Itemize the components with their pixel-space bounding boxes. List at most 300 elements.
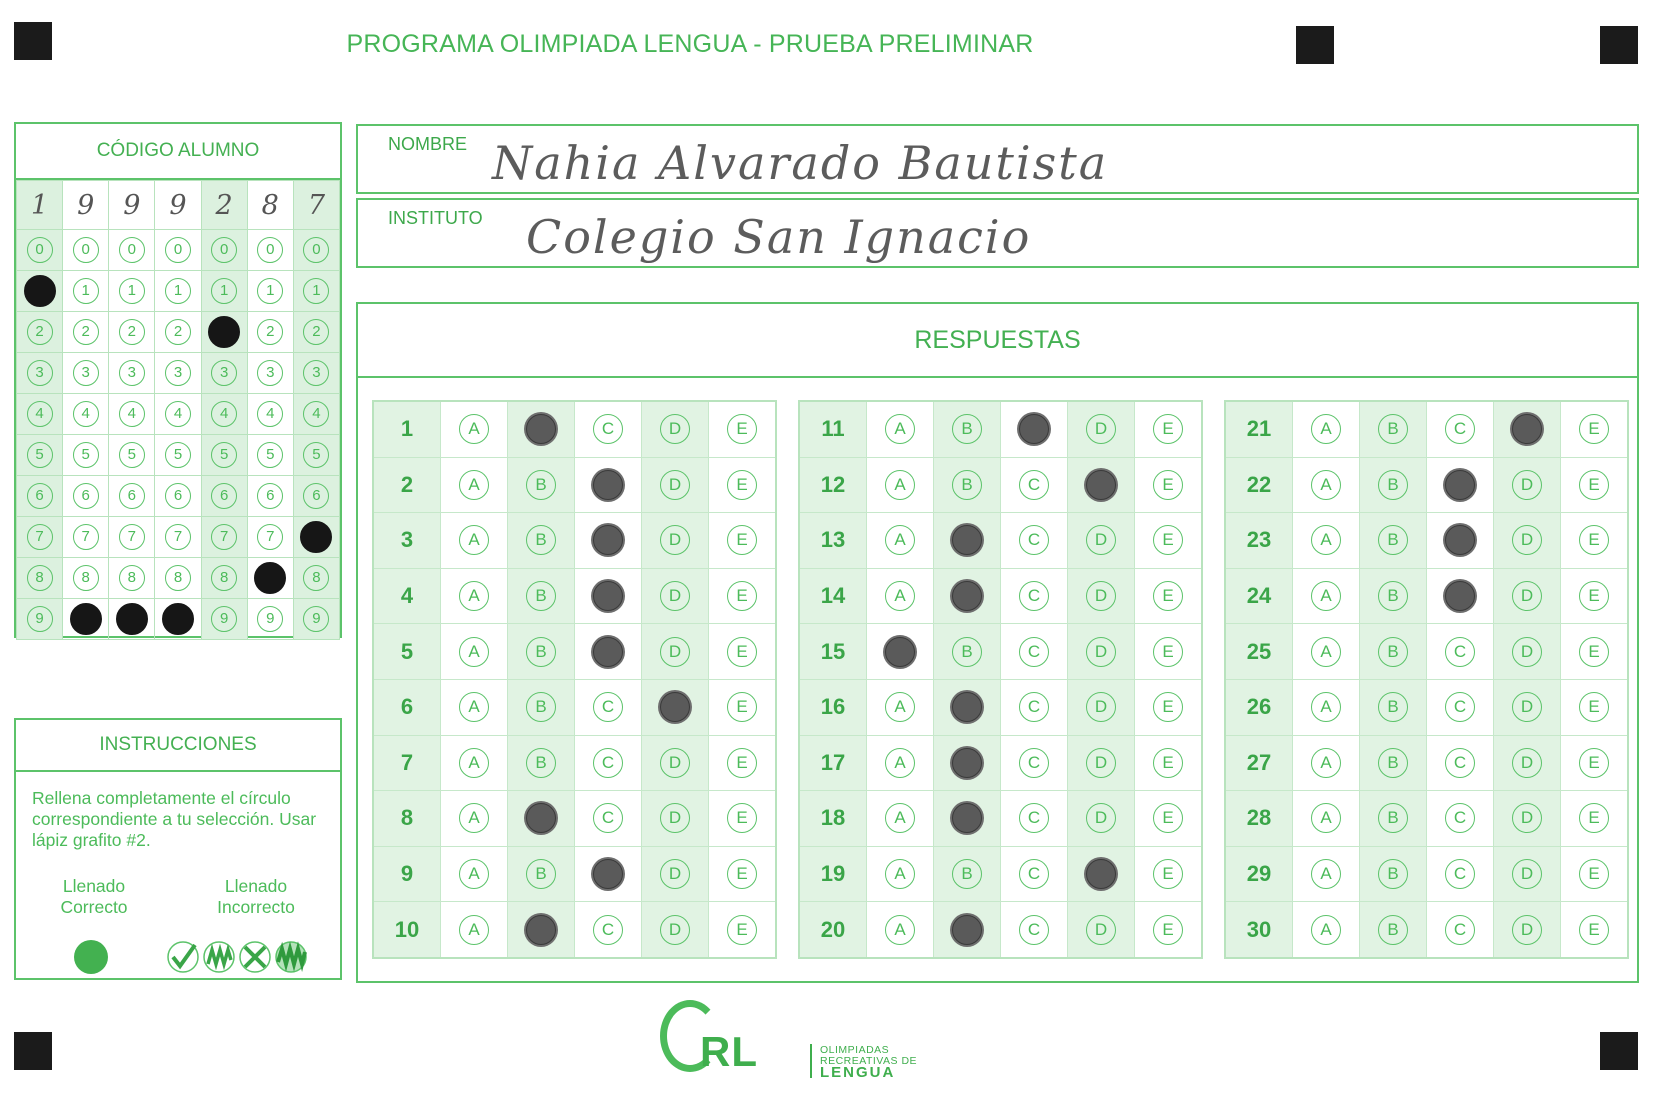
answer-row: [1225, 846, 1628, 902]
answer-bubble-c[interactable]: [593, 637, 623, 667]
answer-bubble-e[interactable]: E: [727, 414, 757, 444]
answers-column-3: [1224, 400, 1629, 959]
answer-bubble-b[interactable]: B: [952, 470, 982, 500]
name-label: NOMBRE: [388, 134, 468, 154]
code-bubble-9[interactable]: 9: [257, 606, 283, 632]
answer-row: [799, 902, 1202, 958]
question-number: 22: [1225, 457, 1293, 513]
question-number: 19: [799, 846, 867, 902]
answer-bubble-d[interactable]: D: [660, 915, 690, 945]
registration-mark: [14, 22, 52, 60]
question-number: 23: [1225, 513, 1293, 569]
answer-bubble-d[interactable]: D: [1512, 859, 1542, 889]
answer-bubble-b[interactable]: B: [526, 470, 556, 500]
answer-bubble-a[interactable]: A: [885, 692, 915, 722]
code-bubble-5[interactable]: 5: [73, 442, 99, 468]
answer-bubble-a[interactable]: A: [885, 525, 915, 555]
answer-row: [373, 902, 776, 958]
answer-bubble-e[interactable]: E: [1153, 803, 1183, 833]
answer-bubble-b[interactable]: B: [952, 859, 982, 889]
question-number: 14: [799, 568, 867, 624]
answer-bubble-c[interactable]: C: [593, 915, 623, 945]
code-bubble-3[interactable]: 3: [119, 360, 145, 386]
answer-bubble-d[interactable]: D: [1086, 525, 1116, 555]
answer-bubble-c[interactable]: C: [1445, 692, 1475, 722]
answer-bubble-b[interactable]: B: [526, 748, 556, 778]
answer-bubble-a[interactable]: A: [885, 803, 915, 833]
answer-row: [373, 791, 776, 847]
code-bubble-5[interactable]: 5: [119, 442, 145, 468]
answer-bubble-c[interactable]: [593, 581, 623, 611]
answer-row: [1225, 568, 1628, 624]
answer-row: [799, 735, 1202, 791]
answer-bubble-a[interactable]: A: [1311, 803, 1341, 833]
answer-bubble-a[interactable]: [885, 637, 915, 667]
instructions-text: Rellena completamente el círculo correspondiente a tu selección. Usar lápiz grafito #2.: [32, 788, 317, 850]
answer-bubble-b[interactable]: [952, 581, 982, 611]
orl-logo: [660, 998, 930, 1088]
answer-bubble-b[interactable]: [952, 692, 982, 722]
answer-bubble-d[interactable]: D: [660, 803, 690, 833]
code-bubble-5[interactable]: 5: [27, 442, 53, 468]
incorrect-fill-label: Llenado Incorrecto: [217, 876, 295, 917]
answer-bubble-a[interactable]: A: [459, 414, 489, 444]
answer-bubble-b[interactable]: B: [526, 692, 556, 722]
answer-bubble-e[interactable]: E: [1579, 692, 1609, 722]
answer-bubble-a[interactable]: A: [459, 859, 489, 889]
code-bubble-9[interactable]: 9: [211, 606, 237, 632]
heavy-scribble-icon: [274, 940, 308, 974]
answer-bubble-c[interactable]: C: [593, 414, 623, 444]
student-code-grid: [16, 180, 340, 640]
answer-bubble-d[interactable]: D: [1086, 581, 1116, 611]
answer-bubble-a[interactable]: A: [885, 915, 915, 945]
answer-bubble-a[interactable]: A: [885, 581, 915, 611]
answer-bubble-a[interactable]: A: [1311, 859, 1341, 889]
code-bubble-5[interactable]: 5: [211, 442, 237, 468]
question-number: 20: [799, 902, 867, 958]
code-bubble-7[interactable]: 7: [27, 524, 53, 550]
answer-bubble-c[interactable]: C: [1019, 915, 1049, 945]
institute-handwriting: Colegio San Ignacio: [526, 210, 1032, 264]
answer-bubble-d[interactable]: D: [660, 637, 690, 667]
answer-bubble-e[interactable]: E: [727, 692, 757, 722]
code-bubble-9[interactable]: 9: [27, 606, 53, 632]
code-digit: 9: [109, 181, 155, 230]
code-bubble-9[interactable]: [162, 603, 194, 635]
answer-bubble-e[interactable]: E: [727, 581, 757, 611]
answer-bubble-e[interactable]: E: [727, 525, 757, 555]
answer-bubble-e[interactable]: E: [1579, 748, 1609, 778]
code-bubble-8[interactable]: 8: [73, 565, 99, 591]
answer-bubble-c[interactable]: C: [1019, 637, 1049, 667]
question-number: 4: [373, 568, 441, 624]
registration-mark: [1600, 26, 1638, 64]
code-bubble-4[interactable]: 4: [257, 401, 283, 427]
answer-bubble-b[interactable]: B: [1378, 414, 1408, 444]
answer-row: [373, 679, 776, 735]
question-number: 3: [373, 513, 441, 569]
code-bubble-3[interactable]: 3: [257, 360, 283, 386]
answer-bubble-e[interactable]: E: [1153, 637, 1183, 667]
answer-bubble-d[interactable]: D: [1512, 748, 1542, 778]
answer-bubble-b[interactable]: [526, 414, 556, 444]
answer-bubble-e[interactable]: E: [1579, 637, 1609, 667]
answer-bubble-b[interactable]: B: [952, 414, 982, 444]
answer-bubble-a[interactable]: A: [459, 637, 489, 667]
answer-bubble-b[interactable]: B: [1378, 470, 1408, 500]
answer-bubble-e[interactable]: E: [1579, 414, 1609, 444]
answer-bubble-c[interactable]: C: [1445, 915, 1475, 945]
code-bubble-8[interactable]: 8: [119, 565, 145, 591]
answer-row: [799, 513, 1202, 569]
answer-bubble-d[interactable]: D: [660, 525, 690, 555]
answer-bubble-c[interactable]: [593, 525, 623, 555]
answer-bubble-c[interactable]: C: [1445, 803, 1475, 833]
answer-bubble-d[interactable]: D: [1086, 637, 1116, 667]
code-bubble-5[interactable]: 5: [257, 442, 283, 468]
answers-title: RESPUESTAS: [358, 304, 1637, 378]
answer-bubble-c[interactable]: C: [593, 692, 623, 722]
answer-bubble-c[interactable]: C: [1019, 803, 1049, 833]
answer-row: [799, 624, 1202, 680]
answer-bubble-a[interactable]: A: [1311, 581, 1341, 611]
answer-bubble-b[interactable]: B: [1378, 581, 1408, 611]
answer-bubble-e[interactable]: E: [1579, 581, 1609, 611]
answer-bubble-a[interactable]: A: [1311, 470, 1341, 500]
registration-mark: [1296, 26, 1334, 64]
code-bubble-3[interactable]: 3: [303, 360, 329, 386]
answer-bubble-e[interactable]: E: [1153, 748, 1183, 778]
code-bubble-4[interactable]: 4: [211, 401, 237, 427]
answer-bubble-d[interactable]: D: [1512, 915, 1542, 945]
answer-bubble-a[interactable]: A: [885, 748, 915, 778]
code-bubble-6[interactable]: 6: [211, 483, 237, 509]
answer-bubble-d[interactable]: [1512, 414, 1542, 444]
answer-bubble-a[interactable]: A: [885, 470, 915, 500]
question-number: 9: [373, 846, 441, 902]
answer-bubble-b[interactable]: B: [526, 637, 556, 667]
answer-bubble-d[interactable]: D: [660, 859, 690, 889]
answer-bubble-b[interactable]: B: [1378, 859, 1408, 889]
question-number: 13: [799, 513, 867, 569]
answer-bubble-d[interactable]: D: [1512, 581, 1542, 611]
answer-bubble-e[interactable]: E: [727, 637, 757, 667]
answer-row: [1225, 902, 1628, 958]
answer-bubble-c[interactable]: C: [1019, 470, 1049, 500]
code-bubble-1[interactable]: 1: [211, 278, 237, 304]
answer-bubble-c[interactable]: [593, 470, 623, 500]
code-bubble-0[interactable]: 0: [165, 237, 191, 263]
code-bubble-9[interactable]: [116, 603, 148, 635]
code-bubble-8[interactable]: 8: [165, 565, 191, 591]
code-bubble-5[interactable]: 5: [165, 442, 191, 468]
code-bubble-2[interactable]: 2: [257, 319, 283, 345]
answer-bubble-b[interactable]: B: [1378, 692, 1408, 722]
answer-bubble-a[interactable]: A: [1311, 915, 1341, 945]
answer-bubble-d[interactable]: D: [1086, 414, 1116, 444]
answer-bubble-a[interactable]: A: [459, 748, 489, 778]
answer-bubble-c[interactable]: [593, 859, 623, 889]
code-bubble-4[interactable]: 4: [119, 401, 145, 427]
answer-bubble-e[interactable]: E: [1153, 581, 1183, 611]
answer-row: [1225, 513, 1628, 569]
answer-bubble-e[interactable]: E: [1153, 525, 1183, 555]
answer-bubble-c[interactable]: C: [1445, 637, 1475, 667]
answer-bubble-d[interactable]: D: [660, 581, 690, 611]
answer-bubble-c[interactable]: C: [1019, 692, 1049, 722]
code-bubble-4[interactable]: 4: [303, 401, 329, 427]
code-bubble-3[interactable]: 3: [73, 360, 99, 386]
answer-bubble-d[interactable]: D: [1512, 470, 1542, 500]
answer-bubble-d[interactable]: D: [660, 470, 690, 500]
answer-row: [799, 679, 1202, 735]
code-bubble-4[interactable]: 4: [27, 401, 53, 427]
code-bubble-4[interactable]: 4: [165, 401, 191, 427]
question-number: 5: [373, 624, 441, 680]
student-code-panel: [14, 122, 342, 638]
code-bubble-1[interactable]: 1: [119, 278, 145, 304]
question-number: 29: [1225, 846, 1293, 902]
question-number: 25: [1225, 624, 1293, 680]
code-bubble-8[interactable]: 8: [27, 565, 53, 591]
code-bubble-6[interactable]: 6: [165, 483, 191, 509]
code-bubble-6[interactable]: 6: [73, 483, 99, 509]
code-bubble-7[interactable]: [300, 521, 332, 553]
answer-bubble-a[interactable]: A: [459, 803, 489, 833]
logo-letters: RL: [700, 1028, 758, 1075]
answer-bubble-c[interactable]: C: [1445, 414, 1475, 444]
answer-bubble-e[interactable]: E: [1579, 525, 1609, 555]
answer-bubble-a[interactable]: A: [1311, 692, 1341, 722]
correct-fill-label: Llenado Correcto: [60, 876, 128, 917]
answer-bubble-b[interactable]: [526, 803, 556, 833]
answer-bubble-b[interactable]: B: [1378, 803, 1408, 833]
code-bubble-0[interactable]: 0: [119, 237, 145, 263]
answer-bubble-c[interactable]: C: [1019, 859, 1049, 889]
student-code-label: CÓDIGO ALUMNO: [16, 124, 340, 180]
answer-bubble-c[interactable]: [1445, 470, 1475, 500]
code-bubble-1[interactable]: 1: [257, 278, 283, 304]
answer-bubble-c[interactable]: C: [1445, 748, 1475, 778]
answer-bubble-e[interactable]: E: [1579, 859, 1609, 889]
registration-mark: [1600, 1032, 1638, 1070]
question-number: 18: [799, 791, 867, 847]
code-bubble-7[interactable]: 7: [119, 524, 145, 550]
answer-bubble-d[interactable]: D: [1512, 803, 1542, 833]
answer-row: [1225, 401, 1628, 457]
answer-bubble-e[interactable]: E: [1153, 915, 1183, 945]
answer-bubble-b[interactable]: B: [952, 637, 982, 667]
code-bubble-1[interactable]: 1: [165, 278, 191, 304]
answer-bubble-c[interactable]: C: [593, 803, 623, 833]
code-bubble-2[interactable]: 2: [165, 319, 191, 345]
code-bubble-7[interactable]: 7: [257, 524, 283, 550]
fill-legend: [16, 876, 340, 976]
answers-column-2: [798, 400, 1203, 959]
question-number: 1: [373, 401, 441, 457]
code-bubble-0[interactable]: 0: [211, 237, 237, 263]
answer-bubble-d[interactable]: D: [1086, 915, 1116, 945]
code-bubble-9[interactable]: 9: [303, 606, 329, 632]
answer-bubble-e[interactable]: E: [727, 859, 757, 889]
answer-bubble-e[interactable]: E: [1153, 859, 1183, 889]
answer-bubble-c[interactable]: C: [1445, 859, 1475, 889]
answer-bubble-d[interactable]: [1086, 859, 1116, 889]
code-bubble-7[interactable]: 7: [165, 524, 191, 550]
answer-bubble-e[interactable]: E: [1153, 692, 1183, 722]
answer-bubble-d[interactable]: D: [1512, 525, 1542, 555]
answer-bubble-b[interactable]: [952, 915, 982, 945]
answer-row: [373, 401, 776, 457]
answer-row: [1225, 791, 1628, 847]
answer-row: [373, 513, 776, 569]
instructions-title: INSTRUCCIONES: [16, 720, 340, 772]
code-bubble-8[interactable]: 8: [211, 565, 237, 591]
code-bubble-9[interactable]: [70, 603, 102, 635]
answer-row: [1225, 735, 1628, 791]
sheet-title: PROGRAMA OLIMPIADA LENGUA - PRUEBA PRELIMINAR: [346, 30, 1034, 58]
answer-bubble-a[interactable]: A: [1311, 414, 1341, 444]
code-bubble-4[interactable]: 4: [73, 401, 99, 427]
question-number: 21: [1225, 401, 1293, 457]
code-bubble-6[interactable]: 6: [303, 483, 329, 509]
answer-bubble-a[interactable]: A: [459, 581, 489, 611]
correct-fill-icon: [74, 940, 108, 974]
code-bubble-2[interactable]: 2: [27, 319, 53, 345]
answer-bubble-d[interactable]: [660, 692, 690, 722]
answer-bubble-a[interactable]: A: [459, 470, 489, 500]
code-bubble-0[interactable]: 0: [303, 237, 329, 263]
answer-bubble-d[interactable]: D: [1086, 692, 1116, 722]
answer-bubble-a[interactable]: A: [1311, 748, 1341, 778]
answer-bubble-c[interactable]: C: [1019, 581, 1049, 611]
code-bubble-7[interactable]: 7: [211, 524, 237, 550]
answer-bubble-e[interactable]: E: [727, 803, 757, 833]
name-field[interactable]: [356, 124, 1639, 194]
question-number: 8: [373, 791, 441, 847]
answer-bubble-c[interactable]: [1445, 525, 1475, 555]
answer-bubble-e[interactable]: E: [1153, 414, 1183, 444]
answer-row: [373, 624, 776, 680]
code-bubble-3[interactable]: 3: [27, 360, 53, 386]
answer-bubble-d[interactable]: D: [1512, 637, 1542, 667]
code-bubble-5[interactable]: 5: [303, 442, 329, 468]
answer-bubble-e[interactable]: E: [727, 748, 757, 778]
answer-bubble-d[interactable]: D: [660, 414, 690, 444]
answer-bubble-e[interactable]: E: [1153, 470, 1183, 500]
question-number: 11: [799, 401, 867, 457]
answer-bubble-b[interactable]: B: [1378, 915, 1408, 945]
code-bubble-2[interactable]: [208, 316, 240, 348]
code-bubble-1[interactable]: [24, 275, 56, 307]
answer-bubble-e[interactable]: E: [1579, 470, 1609, 500]
question-number: 30: [1225, 902, 1293, 958]
answer-bubble-b[interactable]: B: [1378, 748, 1408, 778]
code-bubble-1[interactable]: 1: [303, 278, 329, 304]
answer-bubble-c[interactable]: C: [1019, 525, 1049, 555]
answer-bubble-b[interactable]: B: [526, 581, 556, 611]
scribble-icon: [202, 940, 236, 974]
code-bubble-8[interactable]: 8: [303, 565, 329, 591]
question-number: 28: [1225, 791, 1293, 847]
code-bubble-1[interactable]: 1: [73, 278, 99, 304]
answer-bubble-b[interactable]: [952, 803, 982, 833]
answer-bubble-c[interactable]: C: [593, 748, 623, 778]
answer-bubble-e[interactable]: E: [727, 915, 757, 945]
code-bubble-2[interactable]: 2: [303, 319, 329, 345]
code-bubble-2[interactable]: 2: [119, 319, 145, 345]
answer-bubble-a[interactable]: A: [459, 692, 489, 722]
question-number: 12: [799, 457, 867, 513]
answer-bubble-b[interactable]: B: [1378, 525, 1408, 555]
answer-bubble-c[interactable]: C: [1019, 748, 1049, 778]
answer-row: [1225, 457, 1628, 513]
answer-bubble-d[interactable]: D: [1086, 748, 1116, 778]
answer-bubble-b[interactable]: B: [1378, 637, 1408, 667]
answer-bubble-b[interactable]: [952, 525, 982, 555]
answer-bubble-c[interactable]: [1445, 581, 1475, 611]
code-bubble-7[interactable]: 7: [73, 524, 99, 550]
question-number: 6: [373, 679, 441, 735]
answer-bubble-e[interactable]: E: [1579, 915, 1609, 945]
answer-row: [373, 457, 776, 513]
institute-field[interactable]: [356, 198, 1639, 268]
code-bubble-6[interactable]: 6: [119, 483, 145, 509]
code-digit: 9: [63, 181, 109, 230]
question-number: 2: [373, 457, 441, 513]
answer-bubble-b[interactable]: [526, 915, 556, 945]
code-bubble-0[interactable]: 0: [257, 237, 283, 263]
answer-bubble-a[interactable]: A: [885, 414, 915, 444]
answer-bubble-a[interactable]: A: [1311, 525, 1341, 555]
answer-bubble-d[interactable]: D: [1512, 692, 1542, 722]
code-bubble-6[interactable]: 6: [27, 483, 53, 509]
incorrect-fill-icons: [166, 940, 308, 974]
code-bubble-8[interactable]: [254, 562, 286, 594]
logo-text: OLIMPIADAS RECREATIVAS DE LENGUA: [820, 1044, 918, 1081]
cross-icon: [238, 940, 272, 974]
answer-row: [799, 791, 1202, 847]
answer-bubble-c[interactable]: [1019, 414, 1049, 444]
code-bubble-2[interactable]: 2: [73, 319, 99, 345]
question-number: 7: [373, 735, 441, 791]
answer-bubble-b[interactable]: B: [526, 859, 556, 889]
institute-label: INSTITUTO: [388, 208, 483, 228]
question-number: 17: [799, 735, 867, 791]
answer-bubble-d[interactable]: D: [1086, 803, 1116, 833]
answer-bubble-e[interactable]: E: [1579, 803, 1609, 833]
code-bubble-3[interactable]: 3: [211, 360, 237, 386]
answer-bubble-d[interactable]: [1086, 470, 1116, 500]
answer-bubble-e[interactable]: E: [727, 470, 757, 500]
answer-row: [373, 735, 776, 791]
question-number: 10: [373, 902, 441, 958]
answer-bubble-a[interactable]: A: [885, 859, 915, 889]
answer-bubble-a[interactable]: A: [459, 525, 489, 555]
code-bubble-0[interactable]: 0: [27, 237, 53, 263]
answer-bubble-a[interactable]: A: [459, 915, 489, 945]
code-digit: 1: [17, 181, 63, 230]
answer-bubble-b[interactable]: [952, 748, 982, 778]
answer-bubble-d[interactable]: D: [660, 748, 690, 778]
answer-bubble-b[interactable]: B: [526, 525, 556, 555]
code-bubble-6[interactable]: 6: [257, 483, 283, 509]
code-bubble-0[interactable]: 0: [73, 237, 99, 263]
question-number: 24: [1225, 568, 1293, 624]
code-bubble-3[interactable]: 3: [165, 360, 191, 386]
answer-bubble-a[interactable]: A: [1311, 637, 1341, 667]
